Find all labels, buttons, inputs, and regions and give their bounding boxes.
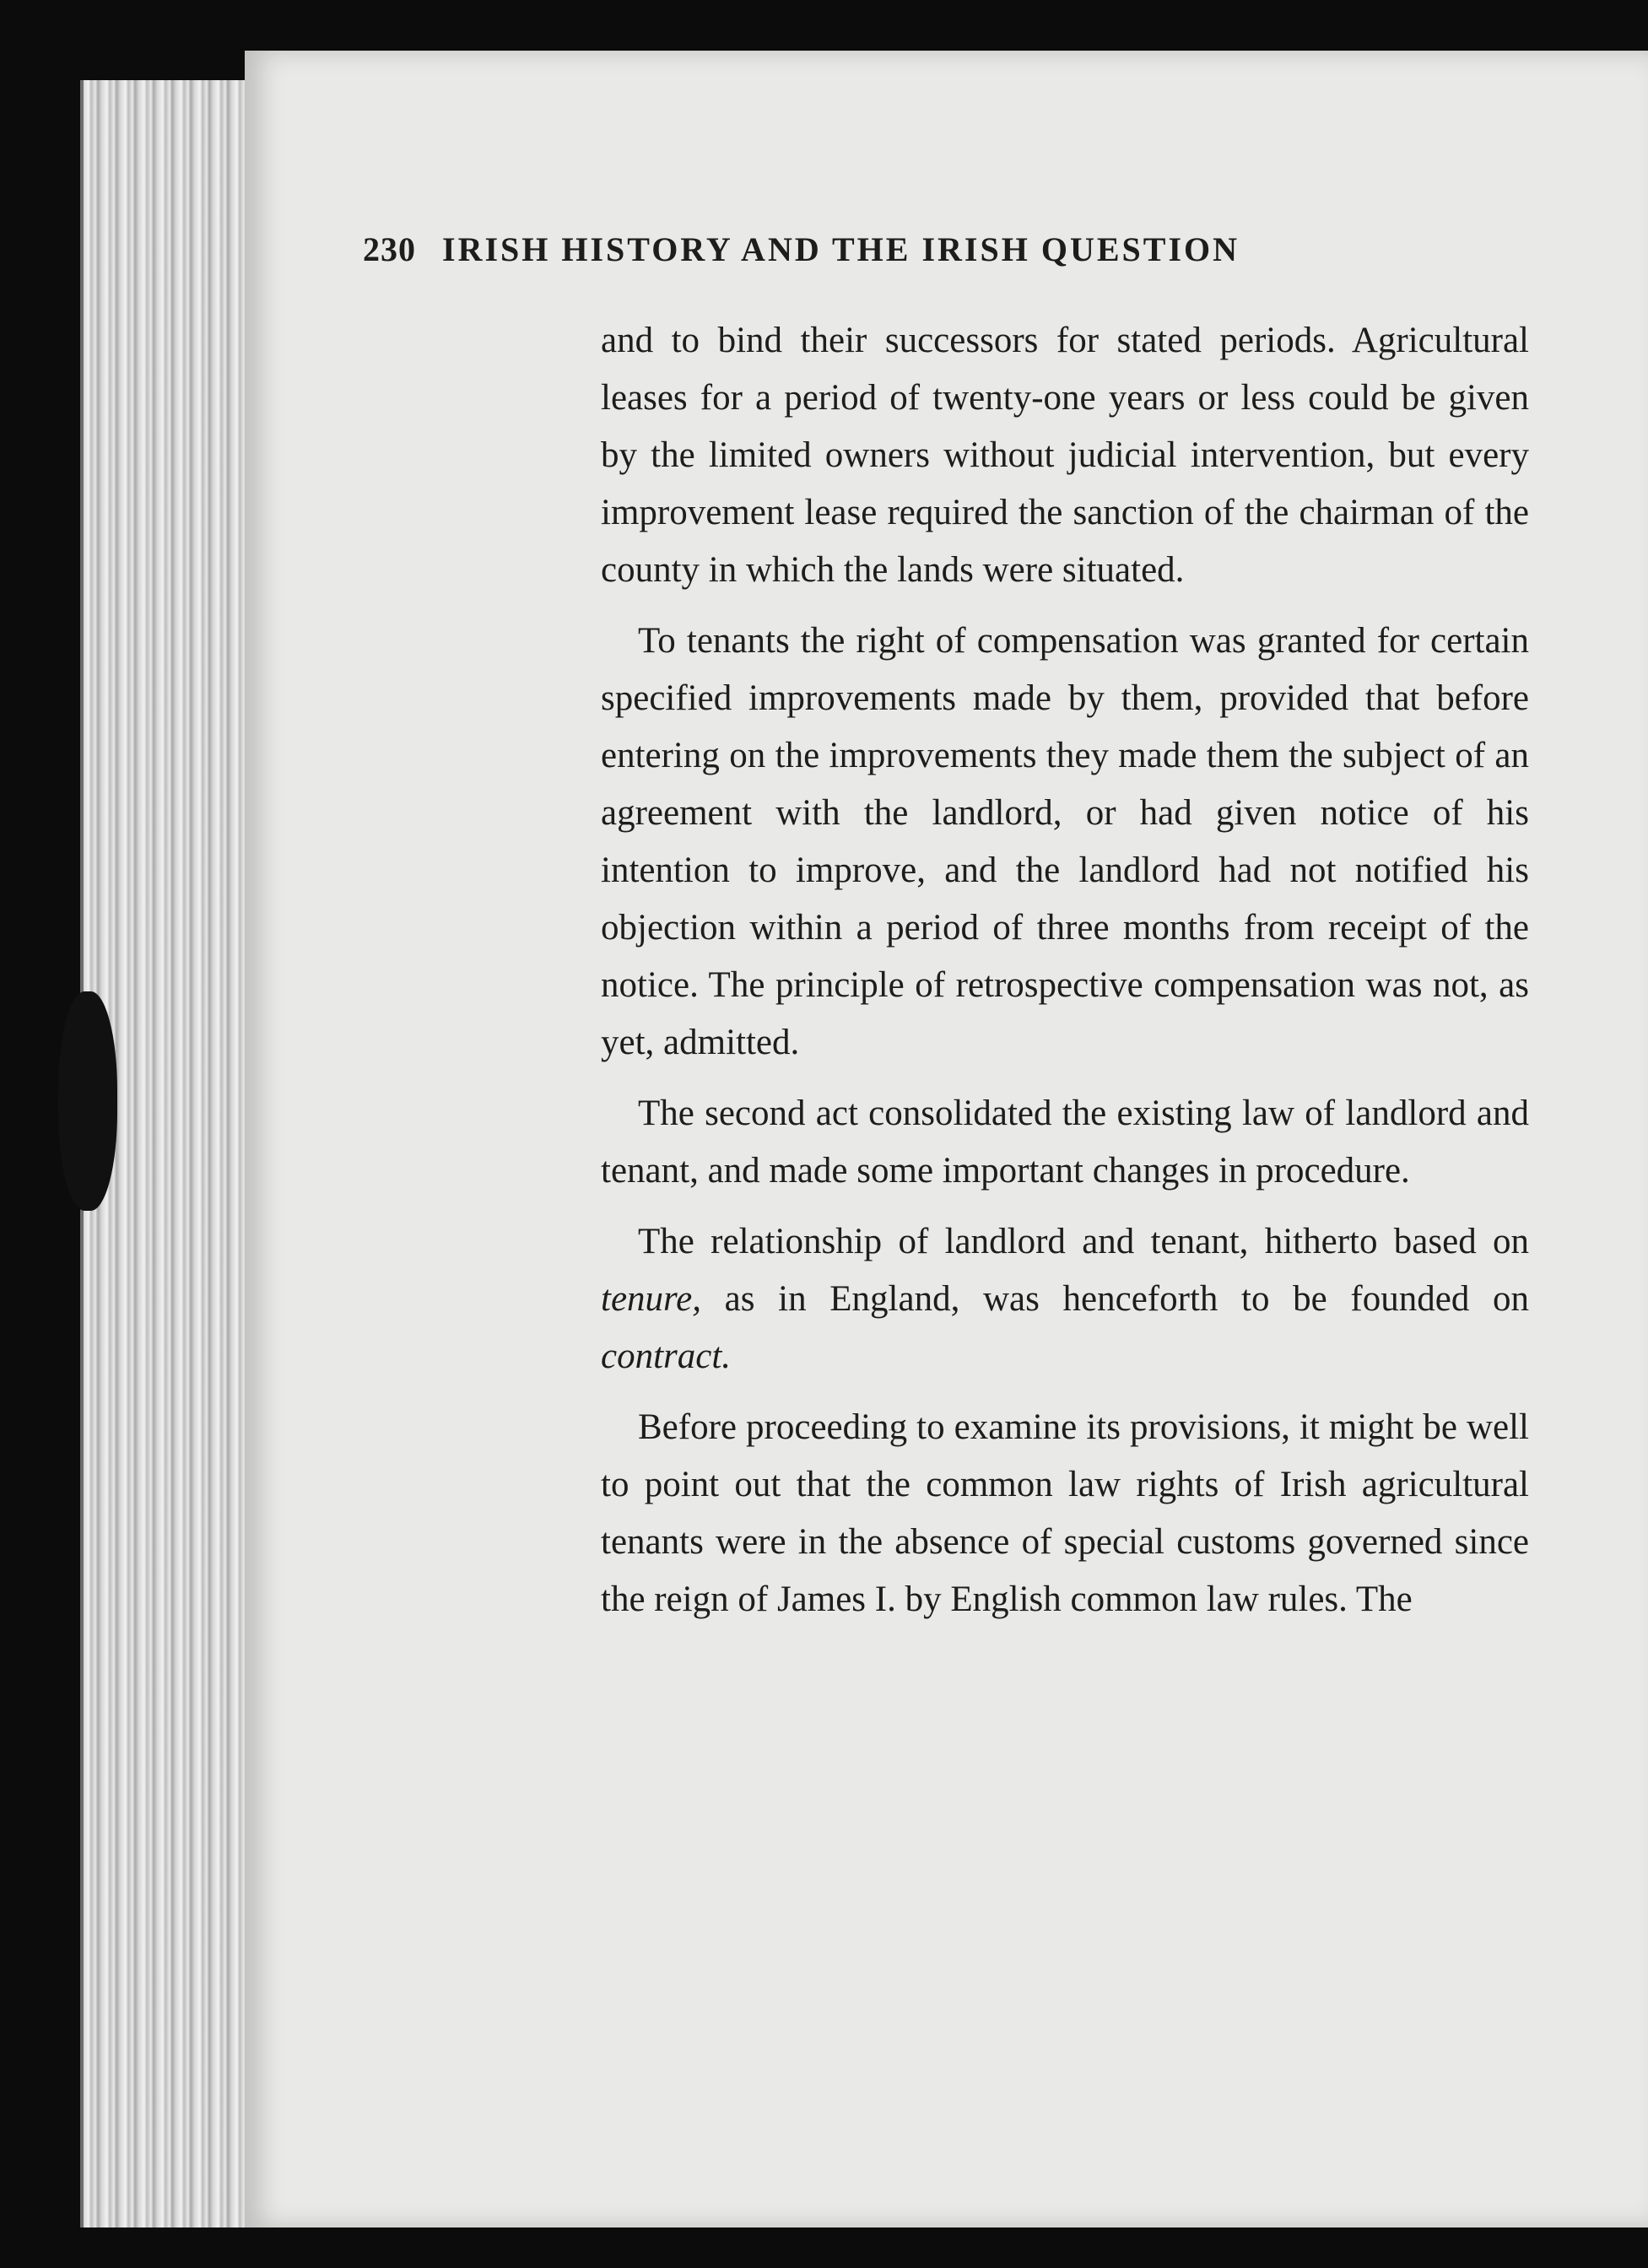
page-number: 230 bbox=[363, 230, 416, 268]
paragraph-5: Before proceeding to examine its provisions, it might be well to point out that the common law rights of Irish agricultural tenants were in the absence of special customs governed since the reign of James I. by English common law rules. The bbox=[601, 1407, 1529, 1619]
paragraph-4-text-1: The relationship of landlord and tenant, hitherto based on bbox=[638, 1222, 1529, 1261]
italic-contract: contract. bbox=[601, 1336, 732, 1376]
paragraph-1: and to bind their successors for stated periods. Agricultural leases for a period of twenty-one years or less could be given by the limited owners without judicial intervention, but every improvement lease required the sanction of the chairman of the county in which the lands were situated. bbox=[601, 321, 1529, 590]
running-title: IRISH HISTORY AND THE IRISH QUESTION bbox=[442, 230, 1240, 268]
paragraph-4 bbox=[601, 1213, 1529, 1385]
running-head bbox=[363, 230, 1477, 269]
page-edges bbox=[80, 80, 261, 2228]
paragraph-4-text-2: as in England, was henceforth to be founded on bbox=[701, 1279, 1529, 1319]
body-text bbox=[601, 312, 1529, 1642]
paragraph-2: To tenants the right of compensation was granted for certain specified improvements made by them, provided that before entering on the improvements they made them the subject of an agreement with the landlord, or had given notice of his intention to improve, and the landlord had not notified his objection within a period of three months from receipt of the notice. The principle of retrospective compensation was not, as yet, admitted. bbox=[601, 621, 1529, 1062]
italic-tenure: tenure, bbox=[601, 1279, 702, 1319]
paragraph-3: The second act consolidated the existing law of landlord and tenant, and made some important changes in procedure. bbox=[601, 1094, 1529, 1191]
binding-shadow bbox=[58, 991, 117, 1211]
